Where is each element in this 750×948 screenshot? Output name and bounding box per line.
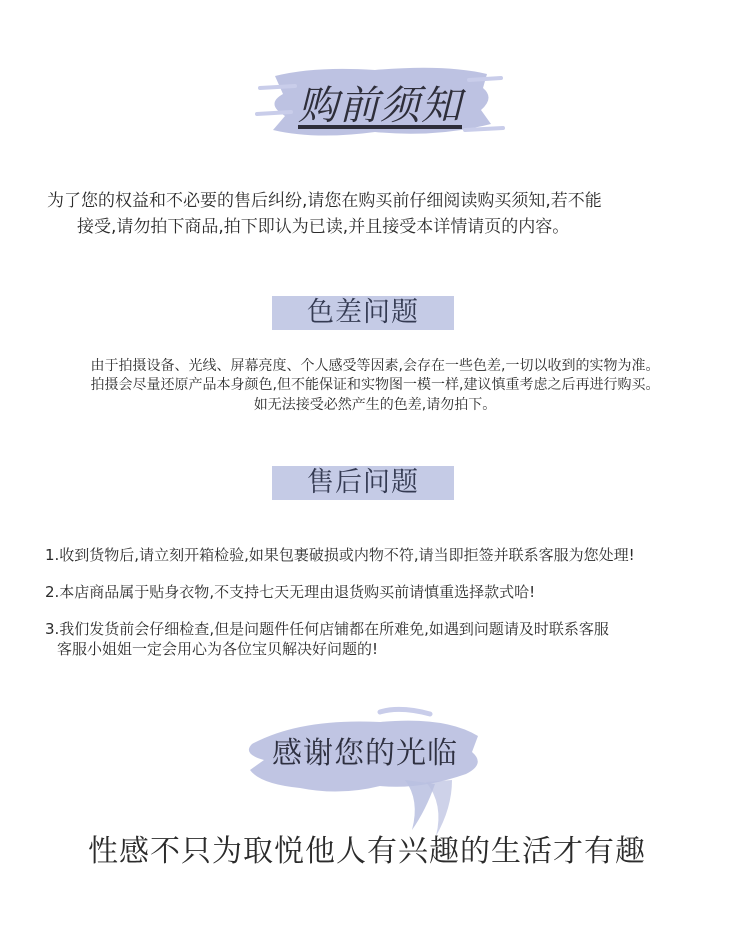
intro-line-1: 为了您的权益和不必要的售后纠纷,请您在购买前仔细阅读购买须知,若不能 [47,191,602,211]
color-note-line: 拍摄会尽量还原产品本身颜色,但不能保证和实物图一模一样,建议慎重考虑之后再进行购买。 [90,377,660,393]
thanks-message: 感谢您的光临 [272,736,458,771]
after-sales-item-continued: 客服小姐姐一定会用心为各位宝贝解决好问题的! [57,640,379,658]
after-sales-item: 2.本店商品属于贴身衣物,不支持七天无理由退货购买前请慎重选择款式哈! [45,583,536,601]
after-sales-heading: 售后问题 [272,466,454,500]
slogan: 性感不只为取悦他人有兴趣的生活才有趣 [88,834,646,869]
color-difference-heading: 色差问题 [272,296,454,330]
after-sales-item: 3.我们发货前会仔细检查,但是问题件任何店铺都在所难免,如遇到问题请及时联系客服 [45,620,609,638]
after-sales-item: 1.收到货物后,请立刻开箱检验,如果包裹破损或内物不符,请当即拒签并联系客服为您处理! [45,546,635,564]
page-title: 购前须知 [298,83,462,129]
intro-line-2: 接受,请勿拍下商品,拍下即认为已读,并且接受本详情请页的内容。 [77,217,570,237]
color-note-line: 由于拍摄设备、光线、屏幕亮度、个人感受等因素,会存在一些色差,一切以收到的实物为准。 [90,358,660,374]
color-note-line: 如无法接受必然产生的色差,请勿拍下。 [253,397,497,413]
